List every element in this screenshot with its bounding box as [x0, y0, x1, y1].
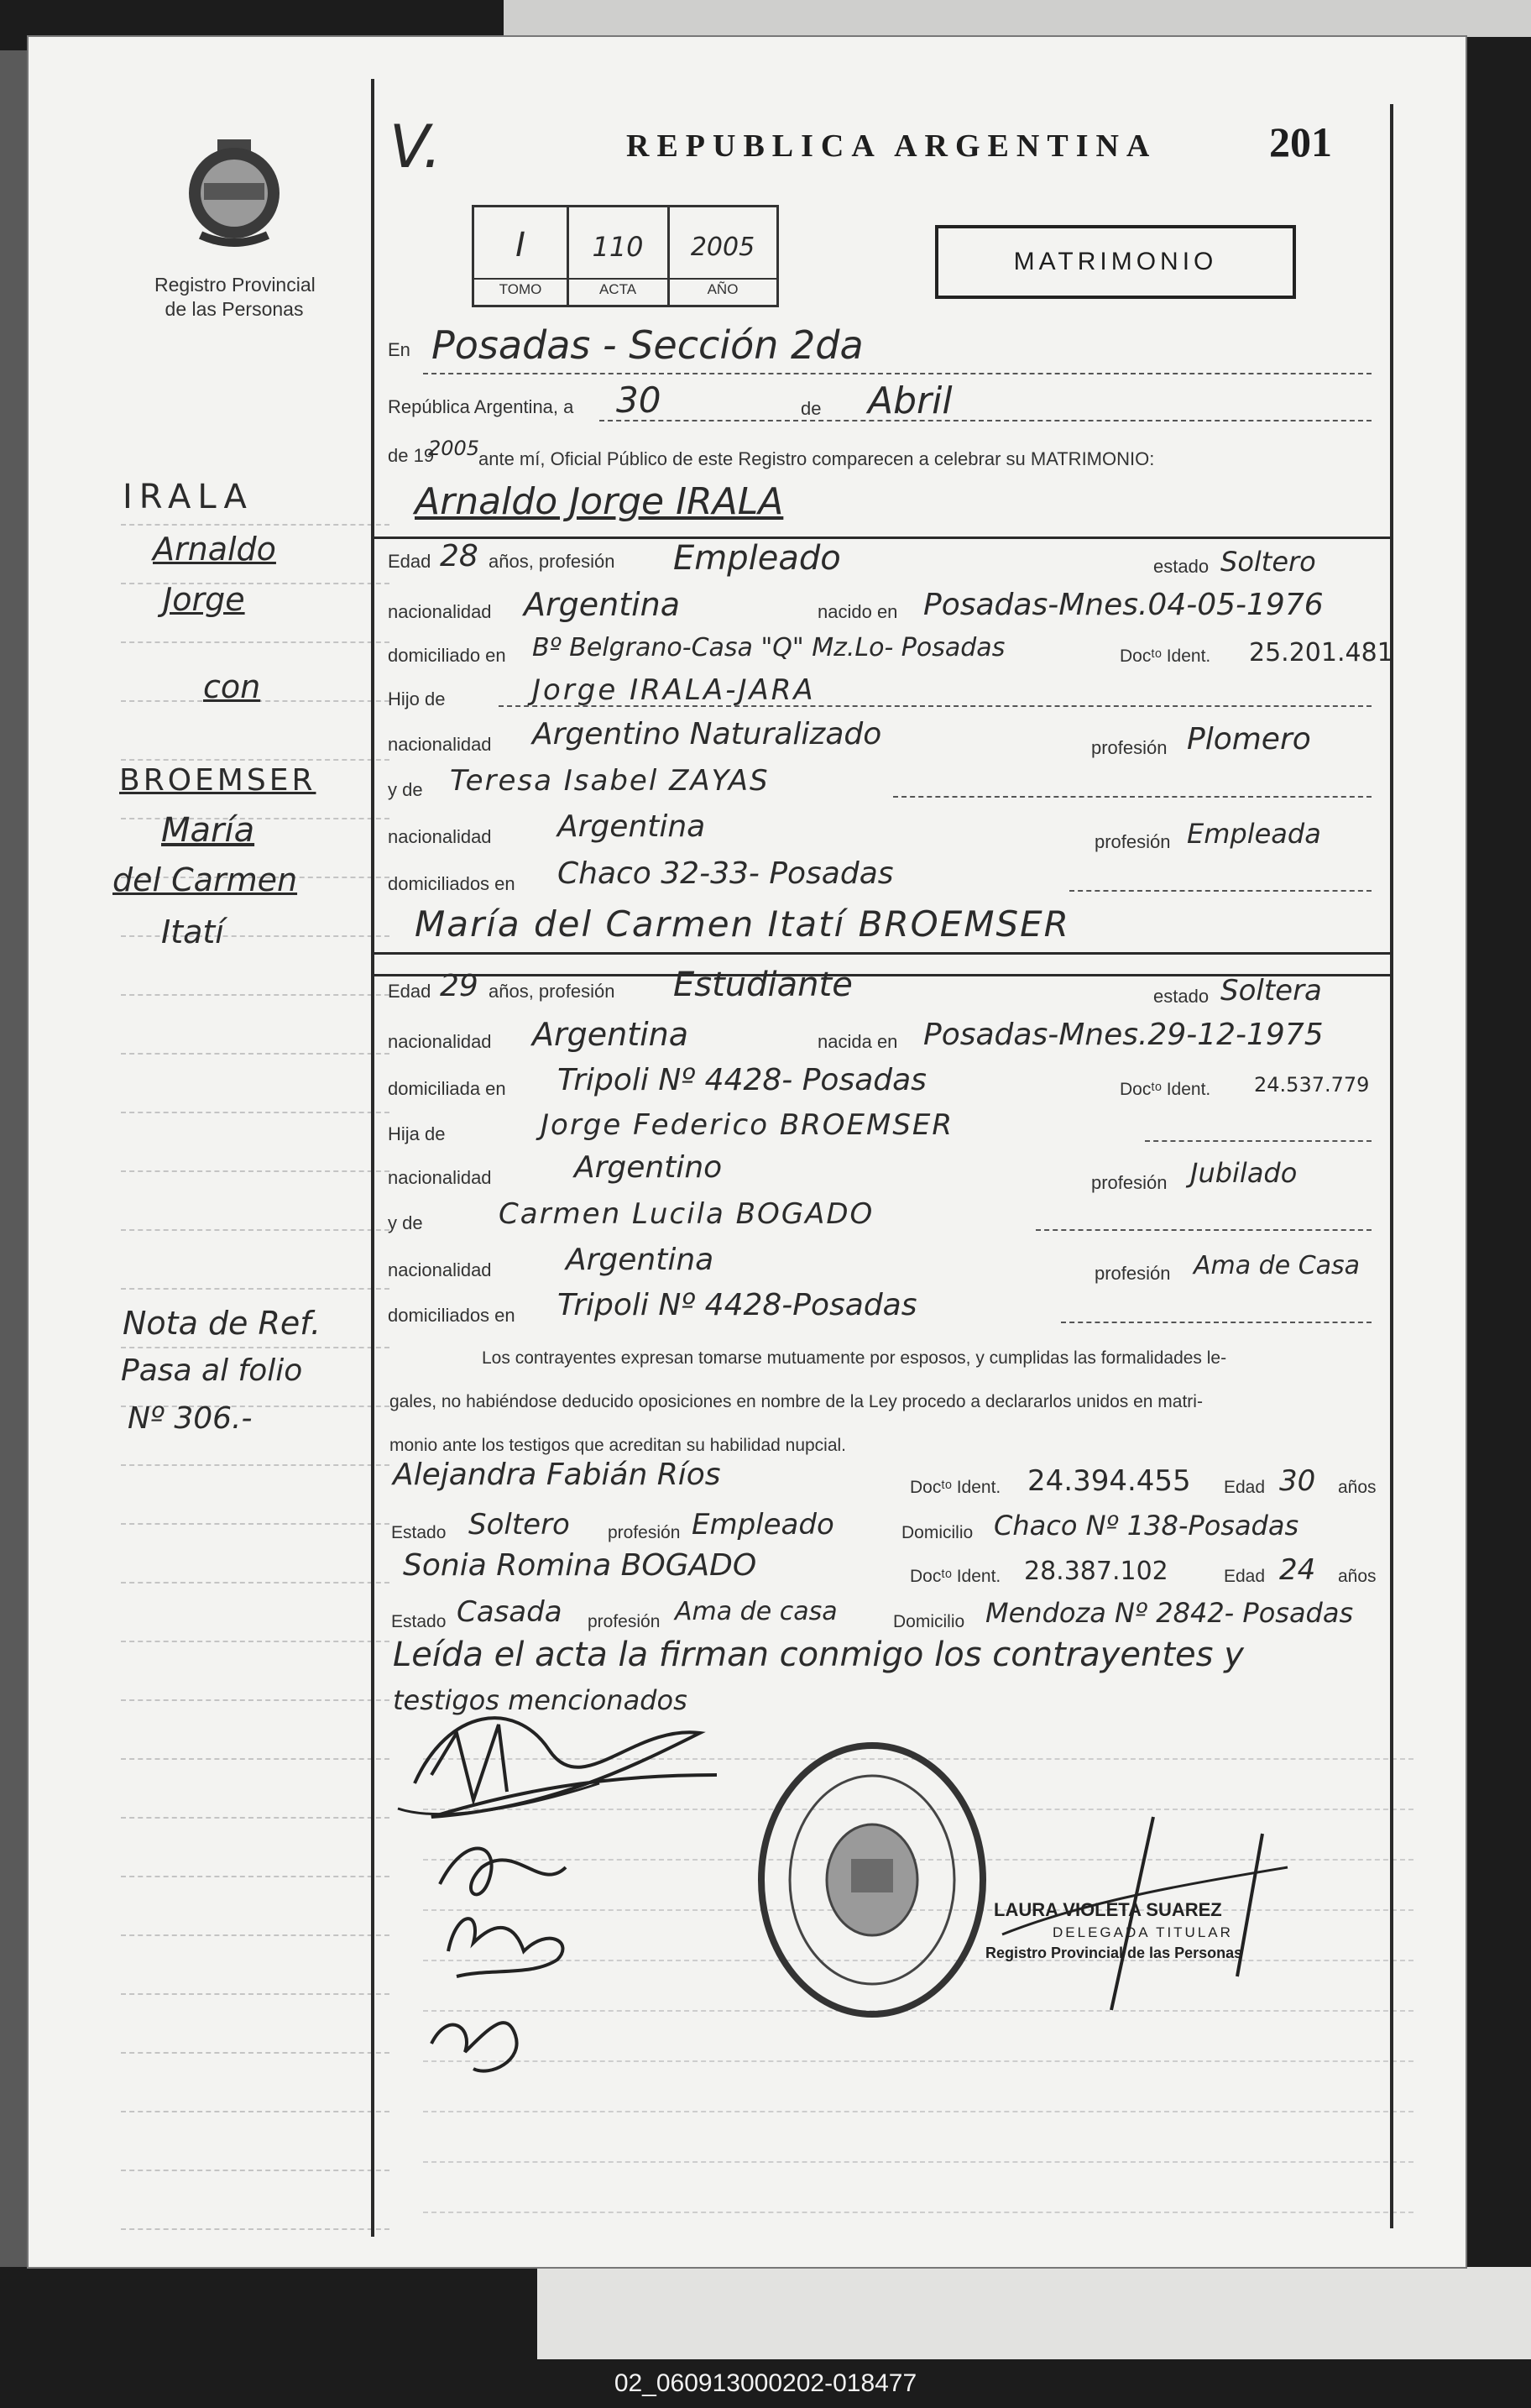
right-border: [1390, 104, 1393, 2228]
book-reference-box: [472, 205, 779, 307]
intro-day: 30: [616, 380, 661, 421]
witness1-profesion-label: profesión: [608, 1523, 681, 1542]
closing-line1: Leída el acta la firman conmigo los contrayentes y: [393, 1636, 1244, 1674]
groom-hijo-label: Hijo de: [388, 688, 446, 709]
signatures-drawing: [381, 1674, 784, 2111]
bride-civil-status: Soltera: [1220, 974, 1322, 1008]
groom-full-name: Arnaldo Jorge IRALA: [415, 480, 784, 523]
intro-text: ante mí, Oficial Público de este Registro comparecen a celebrar su MATRIMONIO:: [478, 448, 1155, 469]
witness2-profession: Ama de casa: [675, 1597, 838, 1626]
groom-father-prof-label: profesión: [1091, 737, 1168, 758]
witness1-doc: 24.394.455: [1027, 1464, 1191, 1498]
witness2-civil-status: Casada: [457, 1595, 562, 1629]
groom-nacido-label: nacido en: [818, 601, 898, 622]
witness1-anos-label: años: [1338, 1478, 1377, 1497]
witness1-age: 30: [1279, 1464, 1316, 1498]
groom-father: Jorge IRALA-JARA: [532, 673, 816, 707]
groom-nacionalidad-label: nacionalidad: [388, 601, 492, 622]
groom-profesion-label: años, profesión: [489, 551, 615, 572]
margin-connector: con: [203, 668, 261, 705]
bride-profesion-label: años, profesión: [489, 981, 615, 1002]
margin-note-line3: Nº 306.-: [128, 1401, 253, 1436]
groom-mother-profession: Empleada: [1187, 818, 1321, 850]
groom-mother-nac-label: nacionalidad: [388, 826, 492, 847]
margin-note-line1: Nota de Ref.: [123, 1305, 321, 1342]
witness2-doc-label: Docᵗᵒ Ident.: [910, 1567, 1001, 1586]
margin-bride-name1: María: [161, 811, 255, 850]
margin-groom-name2: Jorge: [163, 581, 245, 618]
bride-age: 29: [440, 969, 478, 1003]
bride-mother-prof-label: profesión: [1095, 1263, 1171, 1284]
margin-bride-name2: del Carmen: [112, 861, 298, 898]
bride-birth: Posadas-Mnes.29-12-1975: [923, 1018, 1324, 1052]
witness1-doc-label: Docᵗᵒ Ident.: [910, 1478, 1001, 1497]
groom-parents-dom-label: domiciliados en: [388, 873, 515, 894]
page-title: REPUBLICA ARGENTINA: [626, 128, 1157, 164]
record-type-box: MATRIMONIO: [935, 225, 1296, 299]
registry-name-line2: de las Personas: [165, 298, 304, 320]
margin-groom-surname: IRALA: [123, 478, 253, 516]
margin-groom-name1: Arnaldo: [153, 531, 276, 568]
bride-full-name: María del Carmen Itatí BROEMSER: [415, 903, 1070, 945]
intro-republica-label: República Argentina, a: [388, 396, 574, 417]
intro-en-label: En: [388, 339, 410, 360]
rule-after-groom: [373, 952, 1393, 955]
bride-domicilio-label: domiciliada en: [388, 1078, 506, 1099]
groom-father-nac-label: nacionalidad: [388, 734, 492, 755]
witness1-profession: Empleado: [692, 1508, 834, 1542]
groom-birth: Posadas-Mnes.04-05-1976: [923, 588, 1324, 622]
bride-mother-profession: Ama de Casa: [1194, 1251, 1361, 1280]
bride-nacida-label: nacida en: [818, 1031, 898, 1052]
groom-mother-nationality: Argentina: [557, 809, 706, 844]
ano-value: 2005: [690, 233, 755, 262]
intro-year-prefix: de 19: [388, 445, 435, 466]
groom-father-nationality: Argentino Naturalizado: [532, 717, 882, 751]
groom-age: 28: [440, 539, 478, 573]
bride-estado-label: estado: [1153, 986, 1210, 1007]
groom-nationality: Argentina: [524, 586, 681, 623]
groom-doc: 25.201.481: [1249, 638, 1393, 667]
witness1-edad-label: Edad: [1224, 1478, 1266, 1497]
groom-yde-label: y de: [388, 779, 423, 800]
rule-after-intro: [373, 537, 1393, 539]
bride-father-prof-label: profesión: [1091, 1172, 1168, 1193]
bride-doc: 24.537.779: [1254, 1073, 1370, 1097]
witness2-domicilio-label: Domicilio: [893, 1612, 965, 1631]
bride-father-nationality: Argentino: [574, 1150, 723, 1185]
witness2-address: Mendoza Nº 2842- Posadas: [985, 1597, 1354, 1629]
bride-mother-nationality: Argentina: [566, 1243, 714, 1277]
registry-name-line1: Registro Provincial: [154, 274, 316, 296]
image-caption: 02_060913000202-018477: [614, 2369, 917, 2397]
bride-hija-label: Hija de: [388, 1123, 446, 1144]
witness2-edad-label: Edad: [1224, 1567, 1266, 1586]
declaration-line1: Los contrayentes expresan tomarse mutuamente por esposos, y cumplidas las formalidades le-: [482, 1348, 1227, 1368]
page-number: 201: [1269, 118, 1332, 165]
groom-civil-status: Soltero: [1220, 546, 1316, 578]
declaration-line3: monio ante los testigos que acreditan su habilidad nupcial.: [389, 1436, 847, 1455]
official-seal-icon: [750, 1733, 994, 2027]
witness2-profesion-label: profesión: [588, 1612, 661, 1631]
margin-bride-surname: BROEMSER: [119, 763, 316, 798]
bride-profession: Estudiante: [673, 966, 853, 1004]
witness2-doc: 28.387.102: [1024, 1557, 1168, 1586]
groom-doc-label: Docᵗᵒ Ident.: [1120, 646, 1211, 666]
witness1-estado-label: Estado: [391, 1523, 447, 1542]
margin-note-line2: Pasa al folio: [121, 1353, 303, 1388]
bride-parents-dom-label: domiciliados en: [388, 1305, 515, 1326]
official-stamp-line3: Registro Provincial de las Personas: [985, 1945, 1243, 1961]
bride-father-nac-label: nacionalidad: [388, 1167, 492, 1188]
bride-mother: Carmen Lucila BOGADO: [499, 1197, 875, 1231]
groom-estado-label: estado: [1153, 556, 1210, 577]
bride-address: Tripoli Nº 4428- Posadas: [557, 1063, 927, 1097]
bride-father: Jorge Federico BROEMSER: [541, 1108, 954, 1142]
witness2-estado-label: Estado: [391, 1612, 447, 1631]
acta-label: ACTA: [598, 281, 637, 297]
witness1-domicilio-label: Domicilio: [901, 1523, 974, 1542]
margin-divider: [371, 79, 374, 2237]
witness1-name: Alejandra Fabián Ríos: [393, 1458, 721, 1492]
witness1-civil-status: Soltero: [468, 1508, 570, 1542]
witness2-age: 24: [1279, 1553, 1316, 1587]
groom-domicilio-label: domiciliado en: [388, 645, 506, 666]
witness1-address: Chaco Nº 138-Posadas: [994, 1510, 1299, 1542]
groom-mother-prof-label: profesión: [1095, 831, 1171, 852]
groom-parents-address: Chaco 32-33- Posadas: [557, 856, 894, 891]
intro-month: Abril: [868, 380, 953, 422]
witness2-anos-label: años: [1338, 1567, 1377, 1586]
tomo-label: TOMO: [499, 281, 542, 297]
bride-yde-label: y de: [388, 1212, 423, 1233]
background-bottom: [537, 2267, 1531, 2359]
bride-father-profession: Jubilado: [1190, 1157, 1298, 1189]
bride-edad-label: Edad: [388, 981, 431, 1002]
acta-value: 110: [592, 231, 644, 263]
bride-nationality: Argentina: [532, 1016, 689, 1053]
groom-address: Bº Belgrano-Casa "Q" Mz.Lo- Posadas: [532, 633, 1006, 662]
intro-year-value: 2005: [428, 437, 480, 460]
groom-mother: Teresa Isabel ZAYAS: [450, 764, 770, 798]
bride-mother-nac-label: nacionalidad: [388, 1259, 492, 1280]
declaration-line2: gales, no habiéndose deducido oposiciones en nombre de la Ley procedo a declararlos unidos en matri-: [389, 1392, 1203, 1411]
bride-doc-label: Docᵗᵒ Ident.: [1120, 1080, 1211, 1099]
background-top: [504, 0, 1531, 37]
coat-of-arms-icon: [184, 136, 285, 254]
official-stamp-line2: DELEGADA TITULAR: [1053, 1924, 1233, 1940]
intro-de-label: de: [801, 398, 822, 419]
bride-nacionalidad-label: nacionalidad: [388, 1031, 492, 1052]
groom-profession: Empleado: [673, 539, 841, 578]
groom-edad-label: Edad: [388, 551, 431, 572]
witness2-name: Sonia Romina BOGADO: [403, 1548, 757, 1583]
tomo-value: I: [515, 226, 525, 264]
register-page: [29, 37, 1466, 2267]
closing-line2: testigos mencionados: [393, 1684, 687, 1716]
intro-place: Posadas - Sección 2da: [431, 322, 864, 368]
ano-label: AÑO: [707, 281, 739, 297]
corner-mark: V.: [389, 113, 442, 181]
official-stamp-line1: LAURA VIOLETA SUAREZ: [994, 1899, 1222, 1920]
groom-father-profession: Plomero: [1187, 722, 1311, 756]
book-spine: [0, 50, 29, 2267]
bride-parents-address: Tripoli Nº 4428-Posadas: [557, 1288, 917, 1322]
margin-bride-name3: Itatí: [161, 913, 224, 950]
